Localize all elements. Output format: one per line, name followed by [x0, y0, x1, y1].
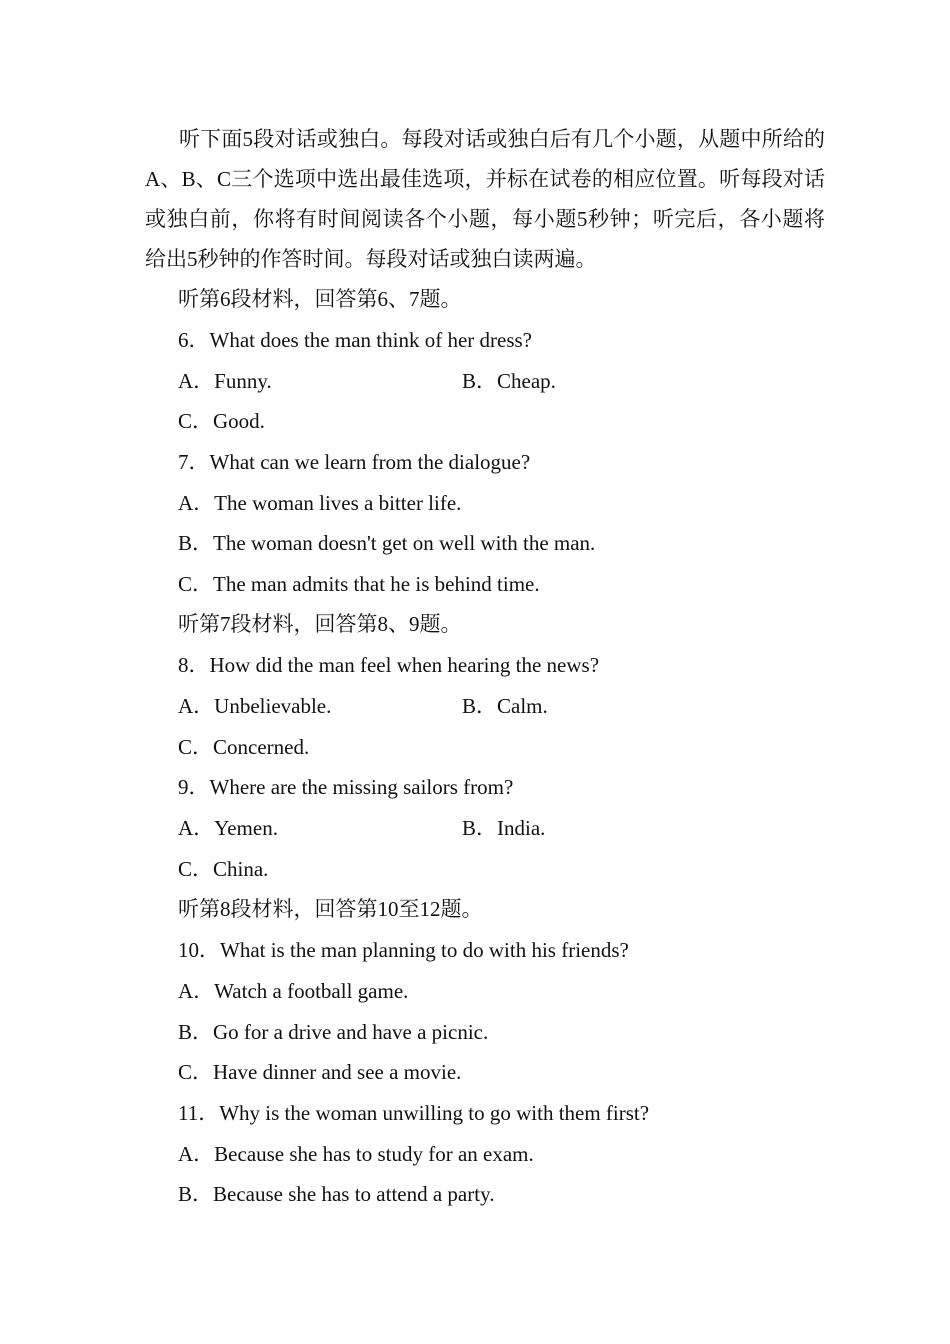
q7-option-b: B．The woman doesn't get on well with the man.	[178, 531, 596, 555]
question-8: 8．How did the man feel when hearing the news?	[178, 653, 600, 677]
question-6: 6．What does the man think of her dress?	[178, 328, 532, 352]
q6-option-c: C．Good.	[178, 409, 265, 433]
q10-option-c: C．Have dinner and see a movie.	[178, 1060, 462, 1084]
q8-option-b: B．Calm.	[462, 694, 548, 718]
q10-option-b: B．Go for a drive and have a picnic.	[178, 1020, 489, 1044]
q9-option-c: C．China.	[178, 857, 269, 881]
question-9: 9．Where are the missing sailors from?	[178, 775, 514, 799]
question-10: 10．What is the man planning to do with his friends?	[178, 938, 629, 962]
q7-option-c: C．The man admits that he is behind time.	[178, 572, 540, 596]
q6-option-b: B．Cheap.	[462, 369, 556, 393]
q9-option-b: B．India.	[462, 816, 546, 840]
instructions-paragraph: 听下面5段对话或独白。每段对话或独白后有几个小题，从题中所给的A、B、C三个选项中选出最佳选项，并标在试卷的相应位置。听每段对话或独白前，你将有时间阅读各个小题，每小题5秒钟；听完后，各小题将给出5秒钟的作答时间。每段对话或独白读两遍。	[145, 127, 825, 271]
q10-option-a: A．Watch a football game.	[178, 979, 409, 1003]
section-7-heading: 听第7段材料，回答第8、9题。	[178, 612, 462, 636]
q11-option-a: A．Because she has to study for an exam.	[178, 1142, 534, 1166]
q11-option-b: B．Because she has to attend a party.	[178, 1182, 495, 1206]
q6-option-a: A．Funny.	[178, 369, 272, 393]
q8-option-c: C．Concerned.	[178, 735, 310, 759]
q9-option-a: A．Yemen.	[178, 816, 278, 840]
question-7: 7．What can we learn from the dialogue?	[178, 450, 531, 474]
question-11: 11．Why is the woman unwilling to go with them first?	[178, 1101, 650, 1125]
q7-option-a: A．The woman lives a bitter life.	[178, 491, 462, 515]
section-8-heading: 听第8段材料，回答第10至12题。	[178, 897, 483, 921]
section-6-heading: 听第6段材料，回答第6、7题。	[178, 287, 462, 311]
q8-option-a: A．Unbelievable.	[178, 694, 332, 718]
